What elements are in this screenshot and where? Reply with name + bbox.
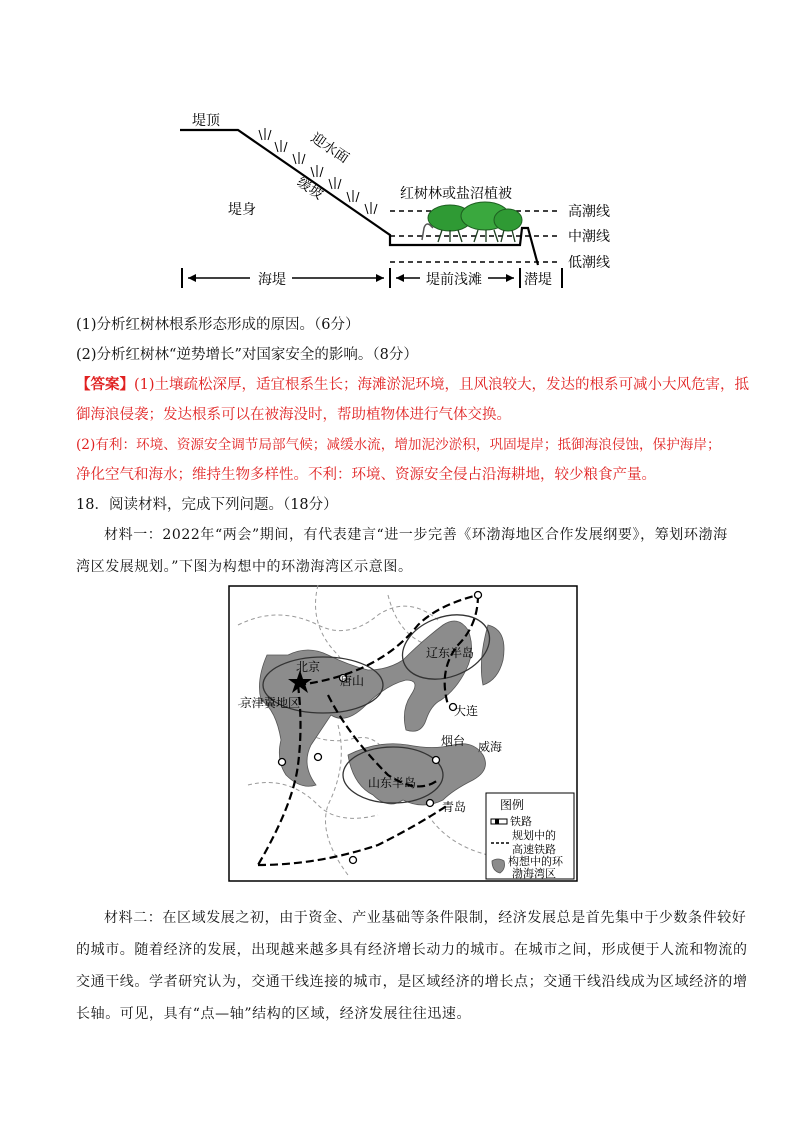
material2-line-1: 材料二：在区域发展之初，由于资金、产业基础等条件限制，经济发展总是首先集中于少数条件较好 xyxy=(104,910,747,926)
label-foreshore: 堤前浅滩 xyxy=(426,272,482,288)
map-legend xyxy=(486,793,574,880)
material2-line-2: 的城市。随着经济的发展，出现越来越多具有经济增长动力的城市。在城市之间，形成便于人流和物流的 xyxy=(76,942,748,958)
material2-line-4: 长轴。可见，具有“点—轴”结构的区域，经济发展往往迅速。 xyxy=(76,1006,472,1022)
answer-line-3: (2)有利：环境、资源安全调节局部气候；减缓水流，增加泥沙淤积，巩固堤岸；抵御海浪侵蚀，保护海岸； xyxy=(76,437,721,453)
map-label-weihai: 威海 xyxy=(478,740,503,754)
material1-line-1: 材料一：2022年“两会”期间，有代表建言“进一步完善《环渤海地区合作发展纲要》，筹划环渤海 xyxy=(104,527,728,543)
answer-line-2: 御海浪侵袭；发达根系可以在被海没时，帮助植物体进行气体交换。 xyxy=(76,407,511,423)
map-label-qingdao: 青岛 xyxy=(442,800,467,814)
legend-railway: 铁路 xyxy=(510,815,532,828)
label-low-tide: 低潮线 xyxy=(568,255,610,271)
map-label-beijing: 北京 xyxy=(296,660,321,674)
answer-line-1 xyxy=(76,374,749,396)
bohai-map xyxy=(228,585,578,882)
material2-line-3: 交通干线。学者研究认为，交通干线连接的城市，是区域经济的增长点；交通干线沿线成为区域经济的增 xyxy=(76,974,748,990)
map-label-dalian: 大连 xyxy=(454,704,479,718)
map-label-liaodong: 辽东半岛 xyxy=(426,646,475,660)
label-water-face: 迎水面 xyxy=(307,130,352,167)
material1-line-2: 湾区发展规划。”下图为构想中的环渤海湾区示意图。 xyxy=(76,559,413,575)
label-submerged-dike: 潜堤 xyxy=(524,272,552,288)
legend-title: 图例 xyxy=(500,798,525,812)
label-gentle-slope: 缓坡 xyxy=(293,174,326,203)
map-label-tangshan: 唐山 xyxy=(340,674,365,688)
question-17-1: (1)分析红树林根系形态形成的原因。（6分） xyxy=(76,317,360,333)
map-label-shandong: 山东半岛 xyxy=(368,776,417,790)
label-seawall: 海堤 xyxy=(258,272,286,288)
map-label-jingjinji: 京津冀地区 xyxy=(240,696,301,710)
bottom-measure xyxy=(182,268,562,288)
seawall-diagram xyxy=(170,100,650,300)
legend-hsr-1: 规划中的 xyxy=(512,829,556,842)
label-vegetation: 红树林或盐沼植被 xyxy=(400,186,512,202)
answer-line-4: 净化空气和海水；维持生物多样性。不利：环境、资源安全侵占沿海耕地，较少粮食产量。 xyxy=(76,467,656,483)
question-17-2: (2)分析红树林“逆势增长”对国家安全的影响。（8分） xyxy=(76,347,418,363)
map-label-yantai: 烟台 xyxy=(441,734,466,748)
legend-hsr-2: 高速铁路 xyxy=(512,843,556,856)
answer-text-1: (1)土壤疏松深厚，适宜根系生长；海滩淤泥环境，且风浪较大，发达的根系可减小大风危害，抵 xyxy=(134,377,750,393)
legend-bay-2: 渤海湾区 xyxy=(512,867,556,880)
label-dike-body: 堤身 xyxy=(228,202,256,218)
question-18-title: 18．阅读材料，完成下列问题。（18分） xyxy=(76,497,338,513)
answer-tag: 【答案】 xyxy=(76,376,134,393)
label-high-tide: 高潮线 xyxy=(568,204,610,220)
label-dike-top: 堤顶 xyxy=(192,113,220,129)
label-mid-tide: 中潮线 xyxy=(568,229,610,245)
legend-bay-1: 构想中的环 xyxy=(508,855,563,868)
